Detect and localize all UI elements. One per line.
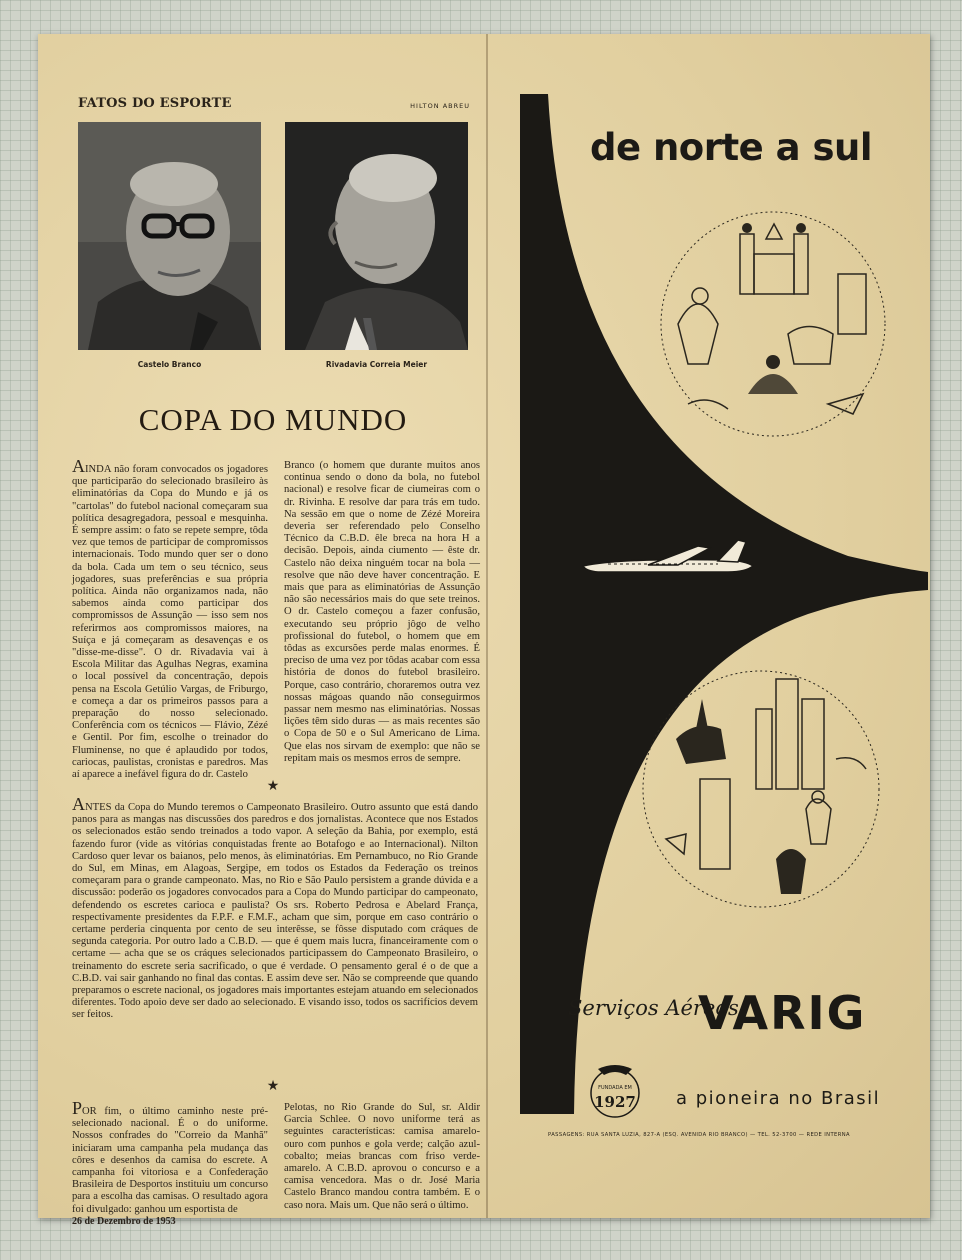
portrait-photos bbox=[78, 122, 478, 384]
ad-tagline: a pioneira no Brasil bbox=[676, 1088, 881, 1109]
article-fullwidth-paragraph bbox=[72, 794, 478, 1022]
article-column-2 bbox=[284, 460, 480, 765]
star-divider: ★ bbox=[266, 778, 280, 794]
paragraph-text: NTES da Copa do Mundo teremos o Campeonato Brasileiro. Outro assunto que está dando panos para as mangas nas discussões dos paredros e dos jornalistas. Acontece que nos Estados os selecionados estão sendo treinados a todo vapor. A seleção da Bahia, por exemplo, está fazendo furor (vide as vitórias conquistadas frente ao Botafogo e ao Internacional). Nilton Cardoso quer levar os baianos, pelo menos, às eliminatórias. Em Pernambuco, no Rio Grande do Sul, em Minas, em Alagoas, Sergipe, em todos os Estados da Federação os treinos começaram para o grande campeonato. Mas, no Rio e São Paulo persistem a grande dúvida e a discussão: poderão os jogadores convocados para a Copa do Mundo participar do campeonato, defendendo os escretes carioca e paulista? Os srs. Roberto Pedrosa e Abelard França, respectivamente presidentes da F.P.F. e F.M.F., acham que sim, porque em caso contrário o certame perderia cinquenta por cento de seu interêsse, se fôsse disputado com cráques de segunda categoria. Por outro lado a C.B.D. — que é quem mais lucra, financeiramente com o certame — acha que se os cráques selecionados participassem do Campeonato Brasileiro, o treinamento do escrete seria sacrificado, o que é verdade. O pensamento geral é o de que a C.B.D. vai sair ganhando no final das contas. E assim deve ser. Não se compreende que quando preparamos o escrete nacional, os jogadores mais importantes estejam atuando em selecionados diferentes. Todo apoio deve ser dado ao selecionado. E visando isso, todos os sacrifícios devem ser feitos. bbox=[72, 802, 478, 1021]
photo-caption: Castelo Branco bbox=[137, 360, 202, 369]
column-text: OR fim, o último caminho neste pré-selecionado nacional. É o do uniforme. Nossos confrades do "Correio da Manhã" iniciaram uma campanha pela mudança das côres e desenhos da camisa do escrete. A campanha foi vitoriosa e a Confederação Brasileira de Desportos instituiu um concurso para a escolha das camisas. O resultado agora foi divulgado: ganhou um esportista de bbox=[72, 1106, 268, 1215]
section-title: FATOS DO ESPORTE bbox=[78, 96, 232, 111]
article-column-1 bbox=[72, 456, 268, 781]
article-column-4 bbox=[284, 1102, 480, 1212]
article-page bbox=[68, 90, 480, 1227]
drop-cap: P bbox=[72, 1098, 83, 1118]
ad-slogan: de norte a sul bbox=[590, 126, 873, 169]
south-brazil-illustration bbox=[636, 659, 886, 919]
page-fold bbox=[486, 34, 488, 1218]
portrait-rivadavia-meier bbox=[285, 122, 468, 350]
column-text: INDA não foram convocados os jogadores que participarão do selecionado brasileiro às eliminatórias da Copa do Mundo e já os "cartolas" do futebol nacional começaram sua política desagregadora, pessoal e mesquinha. É sempre assim: o fato se repete sempre, tôda vez que temos de participar de compromissos internacionais. Todo mundo quer ser o dono da bola. Cada um tem o seu técnico, seus jogadores, suas preferências e sua própria política. Ainda não organizamos nada, não sabemos ainda como participar dos compromissos de Assunção — isso sem nos referirmos aos compromissos maiores, na Suíça e já começaram as desavenças e os "disse-me-disse". O dr. Rivadavia vai à Escola Militar das Agulhas Negras, examina o local possível da concentração, depois pensa na Escola Getúlio Vargas, de Friburgo, e começa a dar os primeiros passos para a preparação do nosso selecionado. Conferência com os técnicos — Flávio, Zézé e Gentil. Por fim, escolhe o treinador do Fluminense, no que é aplaudido por todos, cariocas, paulistas, cronistas e paredros. Mas aí aparece a inefável figura do dr. Castelo bbox=[72, 464, 268, 781]
drop-cap: A bbox=[72, 456, 85, 476]
varig-advertisement bbox=[508, 34, 930, 1218]
ad-service-name: Serviços Aéreos bbox=[568, 996, 739, 1020]
founded-label: FUNDADA EM bbox=[598, 1085, 632, 1091]
section-header bbox=[68, 90, 478, 112]
author-byline: HILTON ABREU bbox=[410, 102, 470, 110]
drop-cap: A bbox=[72, 794, 85, 814]
column-text: Pelotas, no Rio Grande do Sul, sr. Aldir Garcia Schlee. O novo uniforme terá as seguintes características: camisa amarelo-ouro com punhos e gola verde; calção azul-cobalto; meias brancas com friso verde-amarelo. A C.B.D. aprovou o concurso e a camisa vencedora. Mas o dr. José Maria Castelo Branco mandou contra também. E o caso nora. Mais um. Que não será o último. bbox=[284, 1102, 480, 1211]
north-brazil-illustration bbox=[648, 204, 898, 444]
newspaper-sheet bbox=[38, 34, 930, 1227]
varig-logo-wordmark: VARIG bbox=[698, 986, 867, 1040]
star-divider: ★ bbox=[266, 1078, 280, 1094]
airplane-illustration bbox=[578, 534, 758, 584]
issue-date: 26 de Dezembro de 1953 bbox=[72, 1216, 176, 1227]
column-text: Branco (o homem que durante muitos anos continua sendo o dono da bola, no futebol nacional) e resolve ficar de ciumeiras com o dr. Rivinha. E resolve dar para trás em tudo. Na sessão em que o nome de Zézé Moreira deveria ser referendado pelo Conselho Técnico da C.B.D. êle breca na hora H a decisão. Depois, ainda ciumento — êste dr. Castelo não deixa ninguém tocar na bola — resolve que não deve haver concentração. E mais que para as eliminatórias de Assunção não são necessários mais do que sete treinos. O dr. Castelo começou a fazer confusão, executando seu próprio jôgo de velho profissional do futebol, o homem que em tôdas as excursões perde malas enormes. É preciso de uma vez por tôdas acabar com essa história de donos do futebol brasileiro. Porque, caso contrário, choraremos outra vez nossas mágoas quando não conseguirmos passar nem mesmo nas eliminatórias. Nossas lições têm sido duras — as mais recentes são o Copa de 50 e o Sul Americano de Lima. Que elas nos sirvam de exemplo: que não se repitam mais os mesmos erros de sempre. bbox=[284, 460, 480, 764]
photo-caption: Rivadavia Correia Meier bbox=[325, 360, 428, 369]
article-column-3 bbox=[72, 1098, 268, 1216]
ad-contact-footer: PASSAGENS: RUA SANTA LUZIA, 827-A (ESQ. AVENIDA RIO BRANCO) — TEL. 52-3700 — REDE INTERNA bbox=[548, 1132, 850, 1138]
portrait-castelo-branco bbox=[78, 122, 261, 350]
article-headline: COPA DO MUNDO bbox=[138, 402, 408, 437]
founded-year: 1927 bbox=[594, 1093, 636, 1111]
